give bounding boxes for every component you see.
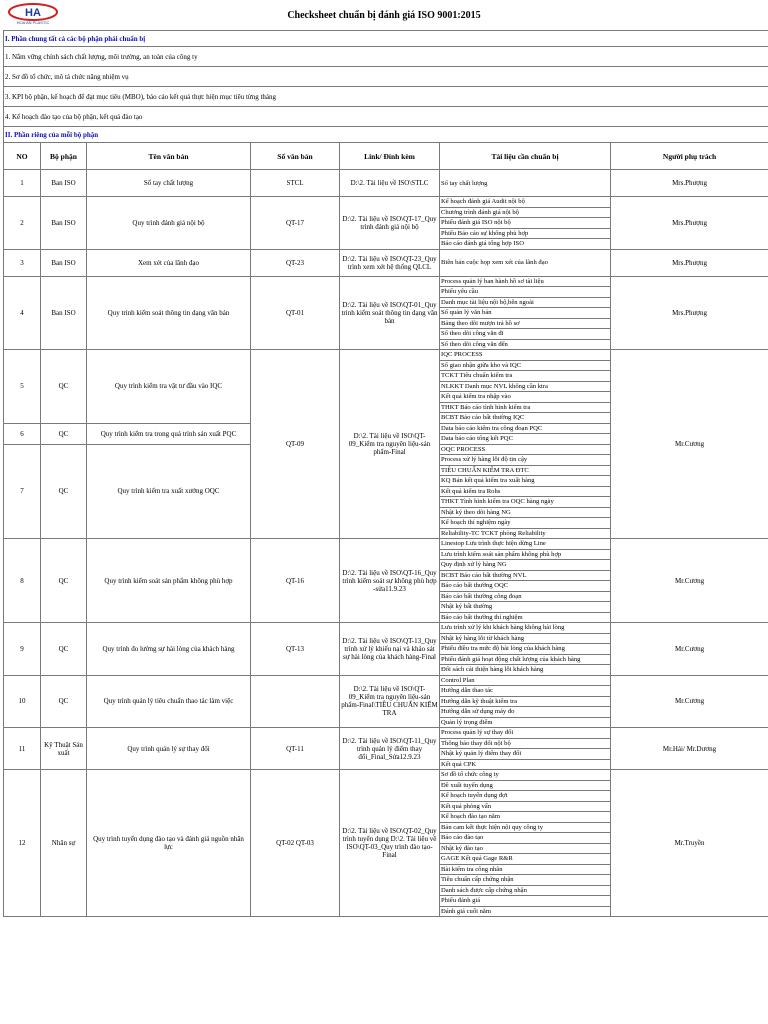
table-row (4, 623, 768, 634)
required-document: Reliability-TC TCKT phòng Reliability (440, 528, 611, 539)
row-dept: QC (41, 675, 87, 728)
row-no: 2 (4, 197, 41, 250)
required-document: Thông báo thay đổi nội bộ (440, 738, 611, 749)
required-document: Sổ theo dõi công văn đi (440, 329, 611, 340)
row-no: 8 (4, 539, 41, 623)
required-document: KQ Bản kết quả kiểm tra xuất hàng (440, 476, 611, 487)
column-header: Tài liệu cần chuẩn bị (440, 143, 611, 170)
table-row (4, 728, 768, 739)
required-document: Process quản lý sự thay đổi (440, 728, 611, 739)
general-item: 4. Kế hoạch đào tạo của bộ phận, kết quả đào tạo (4, 107, 768, 127)
row-dept: QC (41, 539, 87, 623)
required-document: Phiếu Báo cáo sự không phù hợp (440, 228, 611, 239)
required-document: Tiêu chuẩn cấp chứng nhận (440, 875, 611, 886)
required-document: NLKKT Danh mục NVL không cần ktra (440, 381, 611, 392)
row-link: D:\2. Tài liệu về ISO\QT-23_Quy trình xem xét hệ thống QLCL (340, 249, 440, 276)
row-dept: Ban ISO (41, 170, 87, 197)
required-document: Sổ giao nhận giữa kho và IQC (440, 360, 611, 371)
row-no: 9 (4, 623, 41, 676)
row-no: 5 (4, 350, 41, 424)
row-owner: Mr.Hải/ Mr.Dương (611, 728, 768, 770)
row-doc-name: Quy trình kiểm tra vật tư đầu vào IQC (87, 350, 251, 424)
row-owner: Mrs.Phượng (611, 276, 768, 350)
section1-heading: I. Phần chung tất cả các bộ phận phải chuẩn bị (4, 31, 768, 47)
general-item: 1. Nắm vững chính sách chất lượng, môi trường, an toàn của công ty (4, 47, 768, 67)
row-no: 3 (4, 249, 41, 276)
required-document: Danh sách được cấp chứng nhận (440, 885, 611, 896)
row-no: 10 (4, 675, 41, 728)
required-document: BCBT Báo cáo bất thường IQC (440, 413, 611, 424)
required-document: Nhật ký quản lý điểm thay đổi (440, 749, 611, 760)
required-document: Lưu trình xử lý khi khách hàng không hài lòng (440, 623, 611, 634)
row-dept: QC (41, 423, 87, 444)
required-document: Data báo cáo tổng kết PQC (440, 434, 611, 445)
required-document: Phiếu đánh giá hoạt động chất lượng của khách hàng (440, 654, 611, 665)
required-document: GAGE Kết quả Gage R&R (440, 854, 611, 865)
table-row (4, 276, 768, 287)
row-link: D:\2. Tài liệu về ISO\QT-01_Quy trình kiểm soát thông tin dạng văn bản (340, 276, 440, 350)
general-item-row (4, 67, 768, 87)
required-document: Sơ đồ tổ chức công ty (440, 770, 611, 781)
row-doc-code: QT-23 (251, 249, 340, 276)
required-document: Process xử lý hàng lỗi độ tin cậy (440, 455, 611, 466)
required-document: Đối sách cải thiện hàng lỗi khách hàng (440, 665, 611, 676)
required-document: Nhật ký hàng lỗi từ khách hàng (440, 633, 611, 644)
required-document: THKT Tình hình kiểm tra OQC hàng ngày (440, 497, 611, 508)
required-document: Kế hoạch tuyển dụng đợt (440, 791, 611, 802)
row-dept: Ban ISO (41, 276, 87, 350)
required-document: Quy định xử lý hàng NG (440, 560, 611, 571)
row-link: D:\2. Tài liệu về ISO\QT-11_Quy trình quản lý điểm thay đổi_Final_Sửa12.9.23 (340, 728, 440, 770)
column-header: Tên văn bản (87, 143, 251, 170)
required-document: Hướng dẫn thao tác (440, 686, 611, 697)
row-doc-name: Quy trình đo lường sự hài lòng của khách hàng (87, 623, 251, 676)
row-owner: Mrs.Phượng (611, 249, 768, 276)
required-document: Quản lý trọng điểm (440, 717, 611, 728)
required-document: Biên bản cuộc họp xem xét của lãnh đạo (440, 249, 611, 276)
row-doc-name: Quy trình đánh giá nội bộ (87, 197, 251, 250)
required-document: Phiếu đánh giá ISO nội bộ (440, 218, 611, 229)
row-no: 12 (4, 770, 41, 917)
row-doc-name: Quy trình kiểm tra trong quá trình sản xuất PQC (87, 423, 251, 444)
required-document: Đánh giá cuối năm (440, 906, 611, 917)
row-link: D:\2. Tài liệu về ISO\QT-13_Quy trình xử lý khiếu nại và khảo sát sự hài lòng của khách hàng-Final (340, 623, 440, 676)
general-item: 3. KPI bộ phận, kế hoạch để đạt mục tiêu (MBO), báo cáo kết quả thực hiện mục tiêu từng tháng (4, 87, 768, 107)
row-owner: Mrs.Phượng (611, 197, 768, 250)
table-row (4, 170, 768, 197)
row-dept: QC (41, 350, 87, 424)
row-no: 6 (4, 423, 41, 444)
row-doc-code: QT-11 (251, 728, 340, 770)
required-document: Nhật ký bất thường (440, 602, 611, 613)
row-no: 4 (4, 276, 41, 350)
required-document: Phiếu điều tra mức độ hài lòng của khách hàng (440, 644, 611, 655)
required-document: Hướng dẫn sử dụng máy đo (440, 707, 611, 718)
row-doc-name: Quy trình quản lý sự thay đổi (87, 728, 251, 770)
row-doc-code: QT-13 (251, 623, 340, 676)
required-document: Sổ quản lý văn bản (440, 308, 611, 319)
table-row (4, 350, 768, 361)
row-doc-name: Sổ tay chất lượng (87, 170, 251, 197)
table-row (4, 539, 768, 550)
row-doc-code: STCL (251, 170, 340, 197)
row-dept: Nhân sự (41, 770, 87, 917)
required-document: Bảng theo dõi mượn trả hồ sơ (440, 318, 611, 329)
required-document: Báo cáo đánh giá tổng hợp ISO (440, 239, 611, 250)
required-document: Phiếu yêu cầu (440, 287, 611, 298)
row-no: 7 (4, 444, 41, 539)
required-document: Đề xuất tuyển dụng (440, 780, 611, 791)
row-owner: Mr.Cương (611, 623, 768, 676)
row-dept: Ban ISO (41, 249, 87, 276)
required-document: Linestop Lưu trình thực hiện dừng Line (440, 539, 611, 550)
required-document: Chương trình đánh giá nội bộ (440, 207, 611, 218)
table-row (4, 770, 768, 781)
required-document: TCKT Tiêu chuẩn kiểm tra (440, 371, 611, 382)
required-document: Data báo cáo kiểm tra công đoạn PQC (440, 423, 611, 434)
row-doc-name: Quy trình kiểm soát sản phẩm không phù hợp (87, 539, 251, 623)
required-document: Kế hoạch đào tạo năm (440, 812, 611, 823)
required-document: Kết quả kiểm tra nhập vào (440, 392, 611, 403)
required-document: TIÊU CHUẨN KIỂM TRA ĐTC (440, 465, 611, 476)
column-header-row (4, 143, 768, 170)
row-doc-code: QT-16 (251, 539, 340, 623)
row-doc-name: Quy trình kiểm tra xuất xưởng OQC (87, 444, 251, 539)
row-dept: Kỹ Thuật Sản xuất (41, 728, 87, 770)
page-title: Checksheet chuẩn bị đánh giá ISO 9001:2015 (287, 10, 481, 21)
row-link: D:\2. Tài liệu về ISO\QT-09_Kiểm tra nguyên liệu-sản phẩm-Final\TIÊU CHUẨN KIỂM TRA (340, 675, 440, 728)
row-link: D:\2. Tài liệu về ISO\QT-17_Quy trình đánh giá nội bộ (340, 197, 440, 250)
column-header: Bộ phận (41, 143, 87, 170)
required-document: Control Plan (440, 675, 611, 686)
general-item: 2. Sơ đồ tổ chức, mô tả chức năng nhiệm vụ (4, 67, 768, 87)
table-row (4, 249, 768, 276)
required-document: Báo cáo bất thường công đoạn (440, 591, 611, 602)
row-doc-code: QT-01 (251, 276, 340, 350)
column-header: Người phụ trách (611, 143, 768, 170)
row-doc-code (251, 675, 340, 728)
row-dept: Ban ISO (41, 197, 87, 250)
required-document: Kết quả kiểm tra Rohs (440, 486, 611, 497)
general-item-row (4, 107, 768, 127)
table-row (4, 197, 768, 208)
required-document: Kết quả CPK (440, 759, 611, 770)
row-owner: Mrs.Phượng (611, 170, 768, 197)
required-document: Phiếu đánh giá (440, 896, 611, 907)
column-header: Số văn bản (251, 143, 340, 170)
row-owner: Mr.Cương (611, 675, 768, 728)
row-link: D:\2. Tài liệu về ISO\QT-16_Quy trình kiểm soát sự không phù hợp -sửa11.9.23 (340, 539, 440, 623)
column-header: Link/ Đính kèm (340, 143, 440, 170)
column-header: NO (4, 143, 41, 170)
table-row (4, 675, 768, 686)
required-document: THKT Báo cáo tình hình kiểm tra (440, 402, 611, 413)
row-dept: QC (41, 623, 87, 676)
logo-subtitle: HOA AN PLASTIC (16, 20, 50, 25)
required-document: Sổ tay chất lượng (440, 170, 611, 197)
row-no: 1 (4, 170, 41, 197)
row-link: D:\2. Tài liệu về ISO\QT-09_Kiểm tra nguyên liệu-sản phẩm-Final (340, 350, 440, 539)
row-doc-name: Quy trình kiểm soát thông tin dạng văn bản (87, 276, 251, 350)
required-document: IQC PROCESS (440, 350, 611, 361)
required-document: Kế hoạch thí nghiệm ngày (440, 518, 611, 529)
section-heading-row (4, 31, 768, 47)
required-document: Báo cáo bất thường thí nghiệm (440, 612, 611, 623)
row-owner: Mr.Truyền (611, 770, 768, 917)
row-doc-name: Xem xét của lãnh đạo (87, 249, 251, 276)
row-link: D:\2. Tài liệu về ISO\STLC (340, 170, 440, 197)
section-heading-row (4, 127, 768, 143)
row-doc-code: QT-02 QT-03 (251, 770, 340, 917)
required-document: Sổ theo dõi công văn đến (440, 339, 611, 350)
section2-heading: II. Phần riêng của mỗi bộ phận (4, 127, 768, 143)
row-doc-code: QT-17 (251, 197, 340, 250)
required-document: Process quản lý ban hành hồ sơ tài liệu (440, 276, 611, 287)
required-document: Lưu trình kiểm soát sản phẩm không phù hợp (440, 549, 611, 560)
required-document: Kết quả phỏng vấn (440, 801, 611, 812)
required-document: Báo cáo bất thường OQC (440, 581, 611, 592)
row-doc-name: Quy trình tuyển dụng đào tạo và đánh giá nguồn nhân lực (87, 770, 251, 917)
row-no: 11 (4, 728, 41, 770)
checksheet-table (3, 30, 768, 917)
required-document: Bài kiểm tra công nhân (440, 864, 611, 875)
required-document: Bản cam kết thực hiện nội quy công ty (440, 822, 611, 833)
required-document: Danh mục tài liệu nội bộ,bên ngoài (440, 297, 611, 308)
row-doc-name: Quy trình quản lý tiêu chuẩn thao tác làm việc (87, 675, 251, 728)
required-document: Kế hoạch đánh giá Audit nội bộ (440, 197, 611, 208)
required-document: Nhật ký theo dõi hàng NG (440, 507, 611, 518)
general-item-row (4, 47, 768, 67)
required-document: Nhật ký đào tạo (440, 843, 611, 854)
row-owner: Mr.Cương (611, 539, 768, 623)
logo-mark: HA (25, 7, 41, 19)
required-document: Hướng dẫn kỹ thuật kiểm tra (440, 696, 611, 707)
row-dept: QC (41, 444, 87, 539)
general-item-row (4, 87, 768, 107)
required-document: BCBT Báo cáo bất thường NVL (440, 570, 611, 581)
required-document: OQC PROCESS (440, 444, 611, 455)
row-owner: Mr.Cương (611, 350, 768, 539)
row-doc-code: QT-09 (251, 350, 340, 539)
row-link: D:\2. Tài liệu về ISO\QT-02_Quy trình tuyển dụng D:\2. Tài liệu về ISO\QT-03_Quy trình đào tạo-Final (340, 770, 440, 917)
required-document: Báo cáo đào tạo (440, 833, 611, 844)
